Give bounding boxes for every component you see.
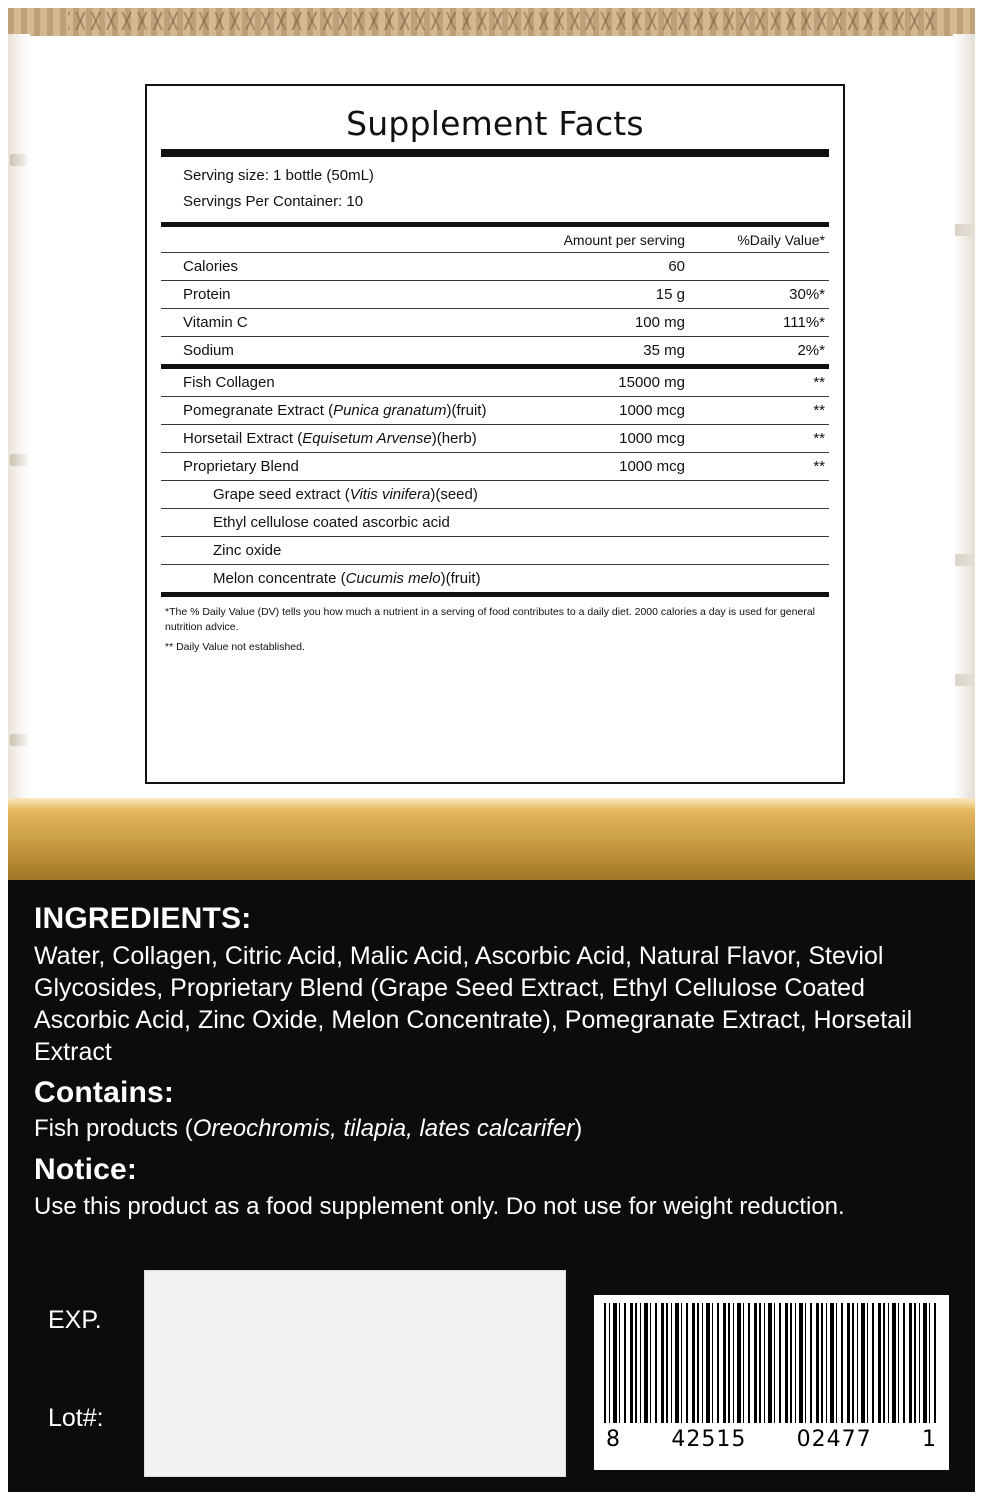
- table-row: [161, 565, 829, 593]
- ingredients-text: Water, Collagen, Citric Acid, Malic Acid, Ascorbic Acid, Natural Flavor, Steviol Glycosides, Proprietary Blend (Grape Seed Extract, Ethyl Cellulose Coated Ascorbic Acid, Zinc Oxide, Melon Concentrate), Pomegranate Extract, Horsetail Extract: [34, 942, 913, 1066]
- table-row: [161, 453, 829, 481]
- notice-text: Use this product as a food supplement only. Do not use for weight reduction.: [34, 1192, 845, 1220]
- ingredient-name: [161, 425, 515, 453]
- nutrient-amount: 100 mg: [515, 309, 707, 337]
- nutrient-name: Calories: [161, 253, 515, 281]
- exp-lot-write-box: [144, 1270, 566, 1477]
- nutrient-name: Protein: [161, 281, 515, 309]
- nutrient-dv: 2%*: [797, 342, 825, 359]
- contains-species: Oreochromis, tilapia, lates calcarifer: [192, 1115, 575, 1142]
- edge-crease: [955, 554, 973, 566]
- contains-text: [34, 1114, 949, 1145]
- table-row: [161, 509, 829, 537]
- edge-crease: [10, 734, 28, 746]
- ingredient-dv: **: [707, 397, 829, 425]
- table-row: [161, 481, 829, 509]
- ingredient-amount: 15000 mg: [515, 369, 707, 397]
- product-package: [8, 8, 975, 1492]
- blend-ingredient-text: Grape seed extract (: [213, 486, 350, 503]
- barcode-group-2: 02477: [796, 1427, 872, 1452]
- blend-ingredient-suffix: )(fruit): [440, 570, 481, 587]
- header-amount-per-serving: Amount per serving: [515, 227, 707, 253]
- ingredient-name: Proprietary Blend: [161, 453, 515, 481]
- nutrient-name: Sodium: [183, 342, 234, 359]
- ingredient-name: [161, 369, 515, 397]
- contains-prefix: Fish products (: [34, 1115, 193, 1142]
- nutrient-dv: 30%*: [707, 281, 829, 309]
- nutrient-amount: 60: [515, 253, 707, 281]
- edge-crease: [955, 224, 973, 236]
- ingredient-amount: 1000 mcg: [515, 397, 707, 425]
- supplement-facts-panel: [145, 84, 845, 784]
- notice-heading: Notice:: [34, 1152, 138, 1186]
- ingredient-latin-name: Punica granatum: [333, 402, 447, 419]
- blend-ingredient: [161, 565, 829, 593]
- barcode-digit-right: 1: [921, 1427, 937, 1452]
- blend-ingredient-suffix: )(seed): [430, 486, 478, 503]
- edge-crease: [10, 454, 28, 466]
- ingredient-dv: **: [707, 369, 829, 397]
- barcode-digits: [604, 1423, 939, 1452]
- table-row: [161, 537, 829, 565]
- ingredients-heading: INGREDIENTS:: [34, 902, 252, 935]
- footnotes: [161, 597, 829, 656]
- ingredient-name-text: Horsetail Extract (: [183, 430, 303, 447]
- barcode-group-1: 42515: [671, 1427, 747, 1452]
- ingredient-name: [161, 397, 515, 425]
- servings-per-container: Servings Per Container: 10: [183, 192, 364, 210]
- ingredient-dv: **: [707, 425, 829, 453]
- blend-latin-name: Vitis vinifera: [349, 486, 431, 503]
- ingredient-name-suffix: )(herb): [431, 430, 477, 447]
- exp-lot-labels: [48, 1270, 143, 1485]
- ingredient-name-text: Pomegranate Extract (: [183, 402, 334, 419]
- table-row: [161, 253, 829, 281]
- table-row: [161, 425, 829, 453]
- serving-info: [161, 157, 829, 222]
- barcode: [594, 1295, 949, 1470]
- ingredient-amount: 1000 mcg: [515, 425, 707, 453]
- footnote-daily-value: *The % Daily Value (DV) tells you how much a nutrient in a serving of food contributes to a daily diet. 2000 calories a day is used for general nutrition advice.: [165, 606, 815, 634]
- supplement-facts-title: Supplement Facts: [346, 104, 644, 143]
- edge-crease: [10, 154, 28, 166]
- blend-ingredient: [161, 481, 829, 509]
- ingredients-panel: [8, 880, 975, 1492]
- ingredient-amounts-table: [161, 369, 829, 592]
- ingredient-amount: 1000 mcg: [515, 453, 707, 481]
- exp-label: EXP.: [48, 1306, 102, 1334]
- ingredient-dv: **: [707, 453, 829, 481]
- table-header-row: [161, 227, 829, 253]
- table-row: [161, 337, 829, 365]
- contains-heading: Contains:: [34, 1076, 175, 1109]
- blend-ingredient-text: Melon concentrate (: [213, 570, 346, 587]
- nutrient-amount: 15 g: [515, 281, 707, 309]
- nutrient-name: Vitamin C: [161, 309, 515, 337]
- exp-lot-barcode-row: [34, 1270, 949, 1485]
- table-row: [161, 397, 829, 425]
- table-row: [161, 369, 829, 397]
- white-panel: [30, 36, 953, 798]
- ingredient-name-suffix: )(fruit): [446, 402, 487, 419]
- contains-suffix: ): [574, 1115, 583, 1142]
- nutrient-dv: 111%*: [707, 309, 829, 337]
- header-daily-value: %Daily Value*: [707, 227, 829, 253]
- blend-ingredient: Zinc oxide: [161, 537, 829, 565]
- table-row: [161, 309, 829, 337]
- gold-divider-band: [8, 798, 975, 880]
- ingredient-name-text: Fish Collagen: [183, 374, 275, 391]
- edge-crease: [955, 674, 973, 686]
- nutrition-table: [161, 227, 829, 364]
- footnote-not-established: ** Daily Value not established.: [165, 641, 305, 654]
- barcode-bars: [604, 1303, 939, 1423]
- divider-thick: [161, 149, 829, 157]
- nutrient-amount: 35 mg: [643, 342, 685, 359]
- barcode-digit-left: 8: [606, 1427, 621, 1452]
- lot-label: Lot#:: [48, 1404, 104, 1432]
- blend-latin-name: Cucumis melo: [345, 570, 441, 587]
- ingredient-latin-name: Equisetum Arvense: [302, 430, 432, 447]
- nutrient-dv: [707, 253, 829, 281]
- blend-ingredient: Ethyl cellulose coated ascorbic acid: [161, 509, 829, 537]
- table-row: [161, 281, 829, 309]
- serving-size: Serving size: 1 bottle (50mL): [183, 167, 374, 184]
- header-blank: [161, 227, 515, 253]
